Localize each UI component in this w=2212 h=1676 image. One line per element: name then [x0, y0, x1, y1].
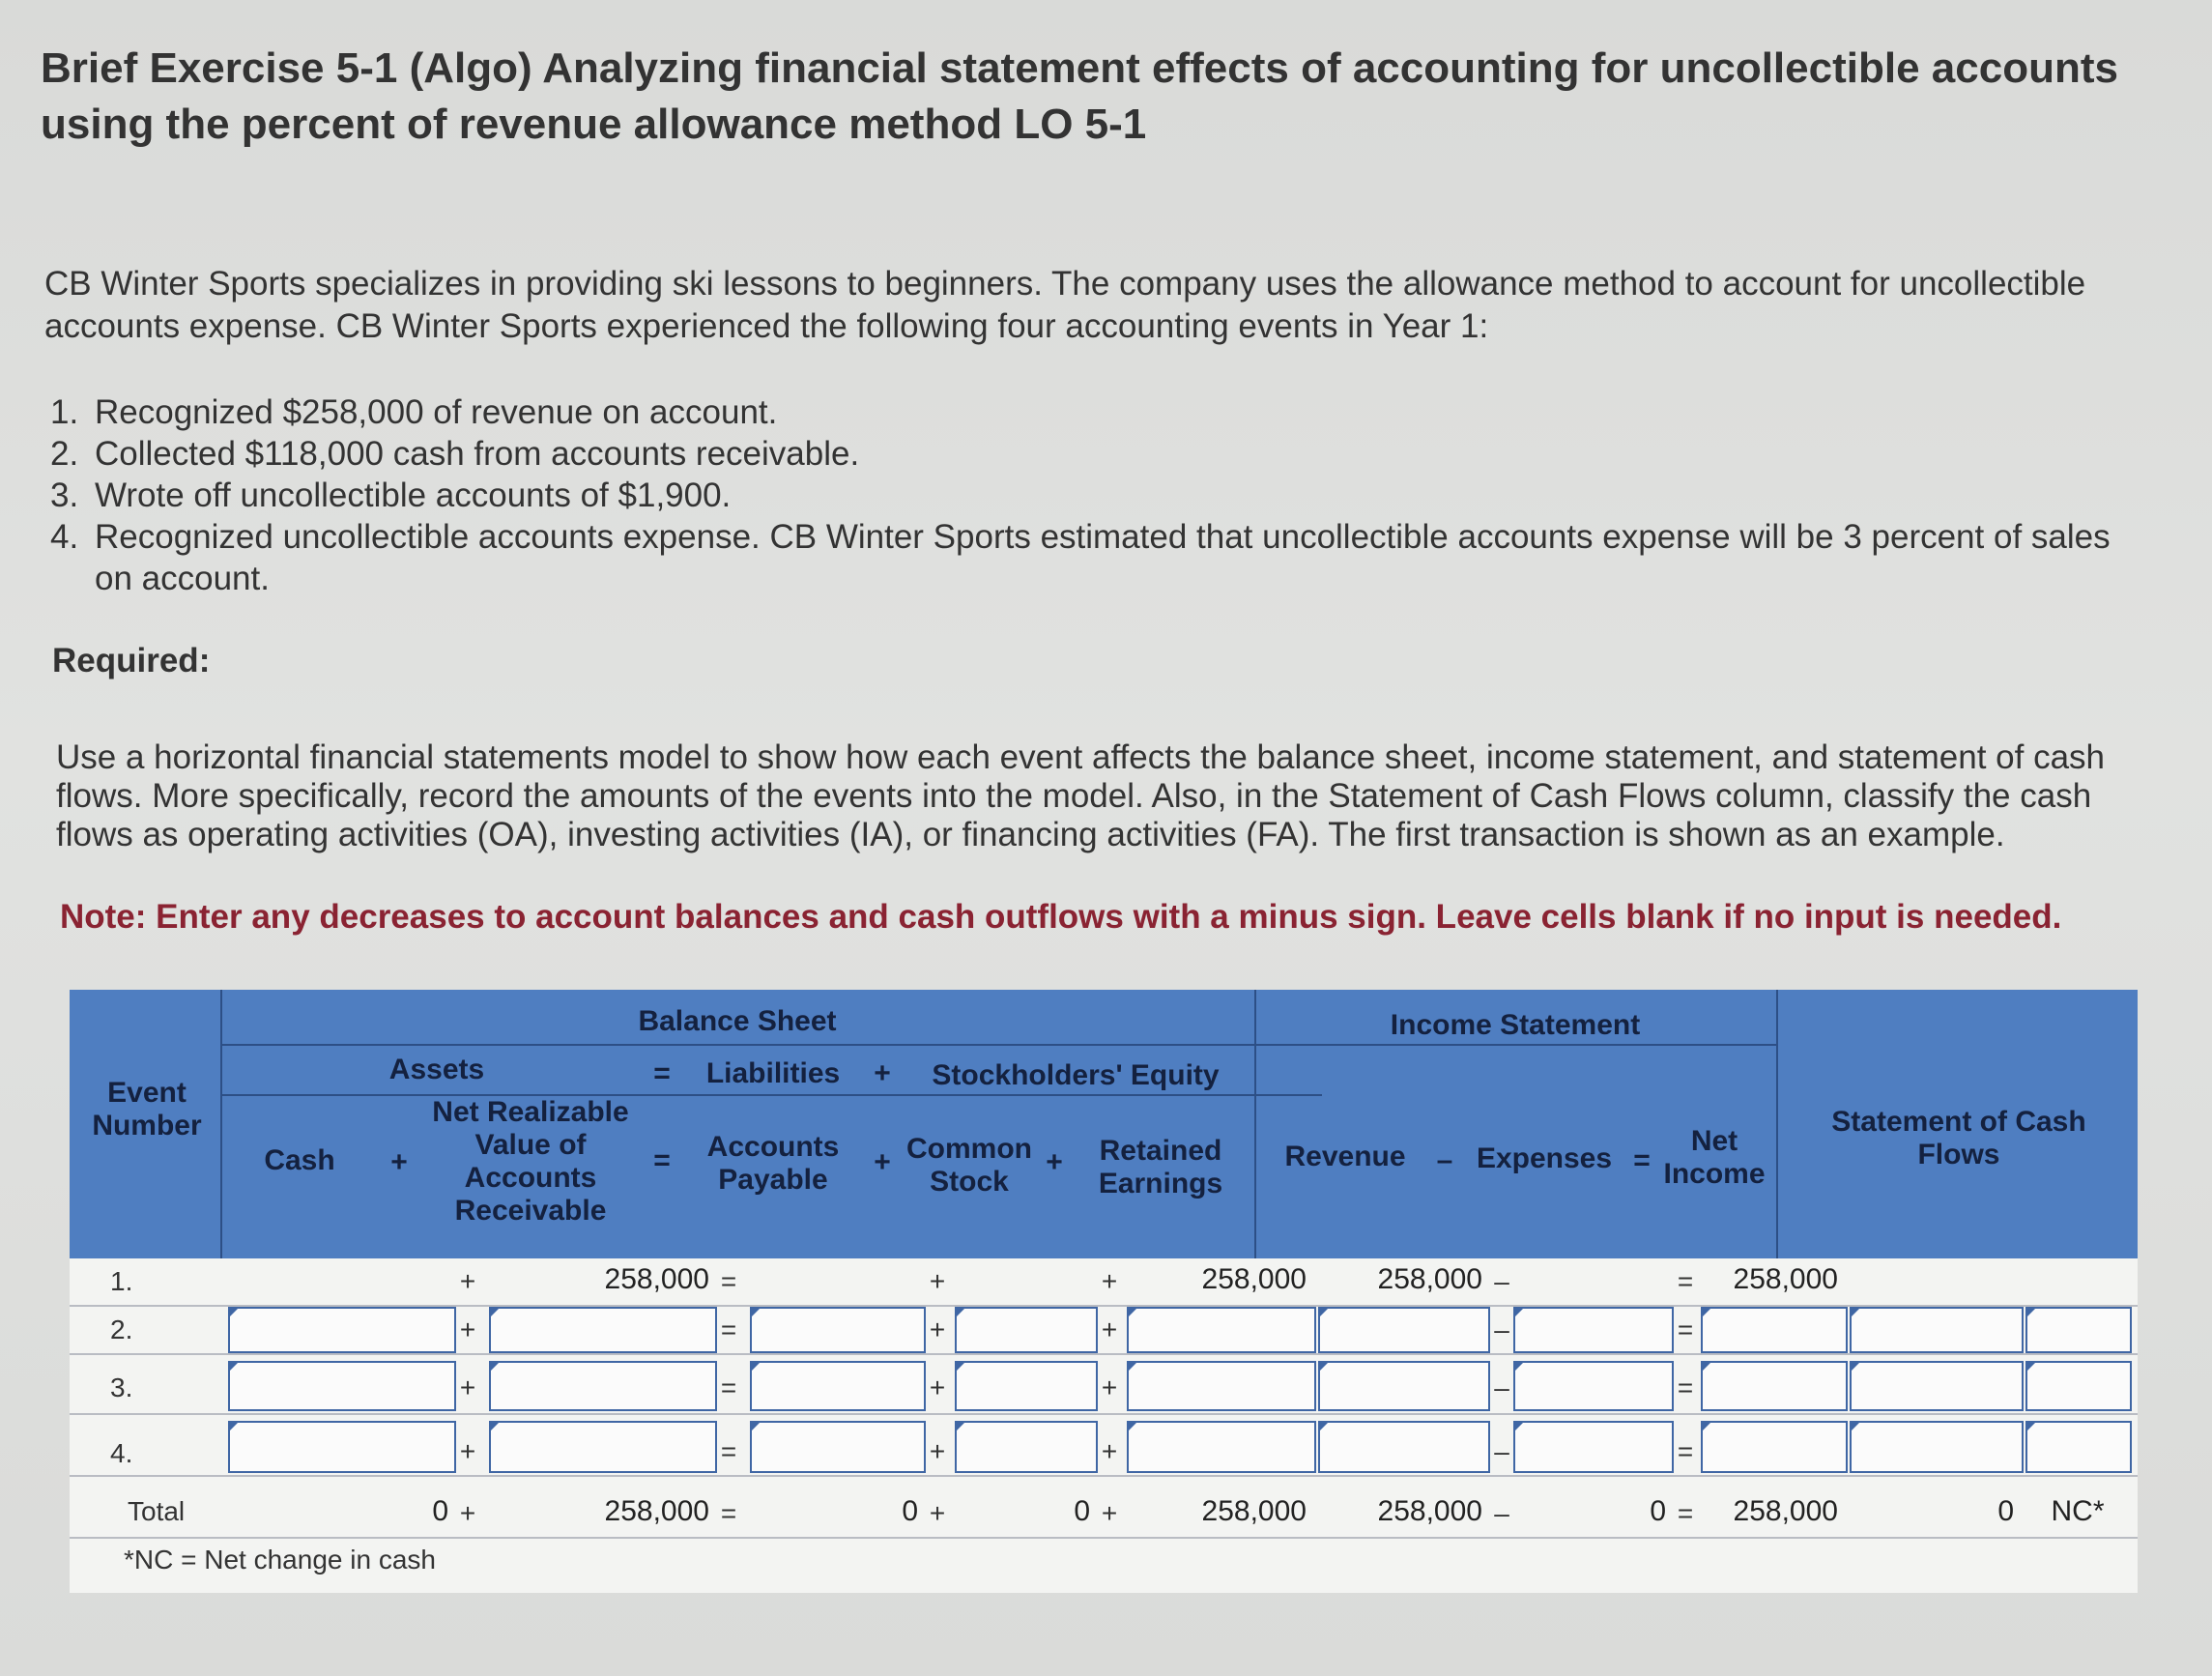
- plus-sign: +: [929, 1436, 946, 1466]
- cash-flow-amount-input[interactable]: [1850, 1307, 2024, 1353]
- input-marker-icon: [957, 1423, 964, 1430]
- revenue-cell: 258,000: [1377, 1263, 1482, 1295]
- header-common-stock: Common Stock: [906, 1133, 1032, 1198]
- cash-flow-class-input[interactable]: [2025, 1361, 2132, 1411]
- net-income-input[interactable]: [1701, 1361, 1848, 1411]
- input-marker-icon: [752, 1423, 760, 1430]
- revenue-input[interactable]: [1318, 1361, 1490, 1411]
- plus-sign: +: [929, 1498, 946, 1528]
- header-retained-earnings: Retained Earnings: [1098, 1135, 1223, 1199]
- expenses-cell: [1513, 1258, 1674, 1305]
- input-marker-icon: [1852, 1309, 1859, 1316]
- accounts-payable-cell: [746, 1258, 926, 1305]
- equals-sign: =: [720, 1373, 737, 1402]
- event-number: 4.: [50, 518, 79, 556]
- cash-flow-amount-input[interactable]: [1850, 1421, 2024, 1473]
- plus-sign: +: [874, 1057, 891, 1089]
- input-marker-icon: [752, 1363, 760, 1371]
- plus-sign: +: [390, 1146, 408, 1178]
- header-divider: [220, 1044, 1322, 1046]
- equals-sign: =: [720, 1498, 737, 1528]
- header-accounts-payable: Accounts Payable: [706, 1131, 840, 1196]
- cash-input[interactable]: [228, 1307, 456, 1353]
- minus-sign: –: [1494, 1266, 1509, 1296]
- revenue-input[interactable]: [1318, 1421, 1490, 1473]
- input-marker-icon: [1129, 1309, 1136, 1316]
- row-label: 1.: [110, 1266, 133, 1296]
- note-text: Note: Enter any decreases to account balances and cash outflows with a minus sign. Leave cells blank if no input is needed.: [60, 898, 2062, 936]
- header-expenses: Expenses: [1476, 1142, 1613, 1174]
- nrv-input[interactable]: [489, 1361, 717, 1411]
- plus-sign: +: [1101, 1436, 1118, 1466]
- input-marker-icon: [957, 1309, 964, 1316]
- retained-earnings-cell: 258,000: [1201, 1263, 1307, 1295]
- required-heading: Required:: [52, 642, 211, 679]
- equals-sign: =: [720, 1315, 737, 1344]
- event-text: Recognized uncollectible accounts expense. CB Winter Sports estimated that uncollectible accounts expense will be 3 percent of sales on account.: [95, 518, 2111, 597]
- accounts-payable-input[interactable]: [750, 1307, 926, 1353]
- nrv-input[interactable]: [489, 1421, 717, 1473]
- input-marker-icon: [1703, 1309, 1710, 1316]
- events-list: [50, 391, 2157, 599]
- table-body: [70, 1258, 2138, 1593]
- cash-cell: [224, 1258, 456, 1305]
- header-event-number: Event Number: [92, 1077, 202, 1141]
- total-expenses: 0: [1650, 1495, 1666, 1527]
- net-income-input[interactable]: [1701, 1421, 1848, 1473]
- cash-flow-amount-cell: [1850, 1258, 2022, 1305]
- event-number: 3.: [50, 477, 79, 514]
- input-marker-icon: [1852, 1363, 1859, 1371]
- equals-sign: =: [1677, 1266, 1694, 1296]
- footnote: *NC = Net change in cash: [124, 1545, 436, 1575]
- equals-sign: =: [1677, 1373, 1694, 1402]
- equals-sign: =: [1677, 1436, 1694, 1466]
- input-marker-icon: [1320, 1423, 1328, 1430]
- equals-sign: =: [720, 1436, 737, 1466]
- plus-sign: +: [1101, 1498, 1118, 1528]
- total-net-income: 258,000: [1733, 1495, 1838, 1527]
- list-item: [50, 391, 2157, 433]
- input-marker-icon: [491, 1363, 499, 1371]
- plus-sign: +: [929, 1266, 946, 1296]
- row-divider: [70, 1413, 2138, 1415]
- row-divider: [70, 1475, 2138, 1477]
- row-label: 3.: [110, 1373, 133, 1402]
- input-marker-icon: [1515, 1363, 1523, 1371]
- net-income-input[interactable]: [1701, 1307, 1848, 1353]
- plus-sign: +: [1101, 1315, 1118, 1344]
- cash-flow-class-input[interactable]: [2025, 1307, 2132, 1353]
- input-marker-icon: [2027, 1363, 2035, 1371]
- cash-input[interactable]: [228, 1361, 456, 1411]
- plus-sign: +: [459, 1436, 476, 1466]
- input-marker-icon: [2027, 1423, 2035, 1430]
- plus-sign: +: [459, 1266, 476, 1296]
- list-item: [50, 433, 2157, 475]
- intro-paragraph: CB Winter Sports specializes in providing ski lessons to beginners. The company uses the allowance method to account for uncollectible accounts expense. CB Winter Sports experienced the following four accounting events in Year 1:: [44, 265, 2086, 345]
- retained-earnings-input[interactable]: [1127, 1307, 1316, 1353]
- input-marker-icon: [2027, 1309, 2035, 1316]
- input-marker-icon: [1515, 1423, 1523, 1430]
- header-divider: [1776, 990, 1778, 1258]
- minus-sign: –: [1436, 1144, 1453, 1176]
- cash-flow-class-cell: [2024, 1258, 2132, 1305]
- accounts-payable-input[interactable]: [750, 1421, 926, 1473]
- equals-sign: =: [653, 1144, 671, 1176]
- financial-statements-model-table: [70, 990, 2138, 1593]
- total-cash-flow-amount: 0: [1997, 1495, 2014, 1527]
- header-assets: Assets: [388, 1054, 485, 1085]
- revenue-input[interactable]: [1318, 1307, 1490, 1353]
- header-stockholders-equity: Stockholders' Equity: [932, 1059, 1220, 1091]
- header-net-income: Net Income: [1663, 1125, 1766, 1190]
- cash-flow-amount-input[interactable]: [1850, 1361, 2024, 1411]
- input-marker-icon: [230, 1309, 238, 1316]
- plus-sign: +: [1101, 1373, 1118, 1402]
- plus-sign: +: [459, 1315, 476, 1344]
- input-marker-icon: [1703, 1423, 1710, 1430]
- row-divider: [70, 1353, 2138, 1355]
- header-statement-of-cash-flows: Statement of Cash Flows: [1831, 1106, 2086, 1170]
- header-divider: [1254, 1044, 1776, 1046]
- common-stock-input[interactable]: [955, 1421, 1098, 1473]
- input-marker-icon: [1515, 1309, 1523, 1316]
- expenses-input[interactable]: [1513, 1361, 1674, 1411]
- plus-sign: +: [459, 1498, 476, 1528]
- total-cash: 0: [432, 1495, 448, 1527]
- plus-sign: +: [929, 1315, 946, 1344]
- plus-sign: +: [874, 1146, 891, 1178]
- list-item: [50, 475, 2157, 516]
- minus-sign: –: [1494, 1315, 1509, 1344]
- expenses-input[interactable]: [1513, 1421, 1674, 1473]
- header-divider: [220, 1094, 1322, 1096]
- input-marker-icon: [957, 1363, 964, 1371]
- list-item: [50, 516, 2157, 599]
- input-marker-icon: [1320, 1363, 1328, 1371]
- input-marker-icon: [491, 1309, 499, 1316]
- event-number: 2.: [50, 435, 79, 473]
- header-liabilities: Liabilities: [705, 1057, 841, 1089]
- event-text: Wrote off uncollectible accounts of $1,900.: [95, 477, 732, 514]
- header-balance-sheet: Balance Sheet: [638, 1005, 837, 1037]
- input-marker-icon: [230, 1363, 238, 1371]
- equals-sign: =: [653, 1057, 671, 1089]
- input-marker-icon: [1129, 1363, 1136, 1371]
- input-marker-icon: [491, 1423, 499, 1430]
- equals-sign: =: [720, 1266, 737, 1296]
- input-marker-icon: [230, 1423, 238, 1430]
- total-common-stock: 0: [1074, 1495, 1090, 1527]
- equals-sign: =: [1677, 1498, 1694, 1528]
- input-marker-icon: [1703, 1363, 1710, 1371]
- cash-flow-class-input[interactable]: [2025, 1421, 2132, 1473]
- net-income-cell: 258,000: [1733, 1263, 1838, 1295]
- minus-sign: –: [1494, 1373, 1509, 1402]
- table-header: [70, 990, 2138, 1258]
- nrv-input[interactable]: [489, 1307, 717, 1353]
- cash-input[interactable]: [228, 1421, 456, 1473]
- plus-sign: +: [1046, 1146, 1063, 1178]
- nrv-cell: 258,000: [604, 1263, 709, 1295]
- header-revenue: Revenue: [1284, 1141, 1406, 1172]
- header-cash: Cash: [264, 1144, 335, 1176]
- event-number: 1.: [50, 393, 79, 431]
- header-income-statement: Income Statement: [1390, 1009, 1641, 1041]
- event-text: Recognized $258,000 of revenue on account.: [95, 393, 778, 431]
- minus-sign: –: [1494, 1436, 1509, 1466]
- input-marker-icon: [1320, 1309, 1328, 1316]
- row-label: 4.: [110, 1438, 133, 1468]
- total-cash-flow-class: NC*: [2051, 1495, 2105, 1527]
- equals-sign: =: [1677, 1315, 1694, 1344]
- total-label: Total: [128, 1496, 186, 1526]
- event-text: Collected $118,000 cash from accounts receivable.: [95, 435, 860, 473]
- input-marker-icon: [1129, 1423, 1136, 1430]
- expenses-input[interactable]: [1513, 1307, 1674, 1353]
- plus-sign: +: [1101, 1266, 1118, 1296]
- total-nrv: 258,000: [604, 1495, 709, 1527]
- row-divider: [70, 1537, 2138, 1539]
- instructions-paragraph: Use a horizontal financial statements model to show how each event affects the balance sheet, income statement, and statement of cash flows. More specifically, record the amounts of the events into the model. Also, in the Statement of Cash Flows column, classify the cash flows as operating activities (OA), investing activities (IA), or financing activities (FA). The first transaction is shown as an example.: [56, 738, 2106, 853]
- common-stock-cell: [953, 1258, 1098, 1305]
- total-revenue: 258,000: [1377, 1495, 1482, 1527]
- input-marker-icon: [752, 1309, 760, 1316]
- minus-sign: –: [1494, 1498, 1509, 1528]
- total-accounts-payable: 0: [902, 1495, 918, 1527]
- common-stock-input[interactable]: [955, 1307, 1098, 1353]
- accounts-payable-input[interactable]: [750, 1361, 926, 1411]
- equals-sign: =: [1633, 1144, 1651, 1176]
- retained-earnings-input[interactable]: [1127, 1361, 1316, 1411]
- row-label: 2.: [110, 1315, 133, 1344]
- header-net-realizable-value: Net Realizable Value of Accounts Receivable: [432, 1096, 629, 1227]
- plus-sign: +: [459, 1373, 476, 1402]
- input-marker-icon: [1852, 1423, 1859, 1430]
- common-stock-input[interactable]: [955, 1361, 1098, 1411]
- retained-earnings-input[interactable]: [1127, 1421, 1316, 1473]
- plus-sign: +: [929, 1373, 946, 1402]
- page-title: Brief Exercise 5-1 (Algo) Analyzing financial statement effects of accounting for uncollectible accounts using the percent of revenue allowance method LO 5-1: [41, 44, 2118, 148]
- total-retained-earnings: 258,000: [1201, 1495, 1307, 1527]
